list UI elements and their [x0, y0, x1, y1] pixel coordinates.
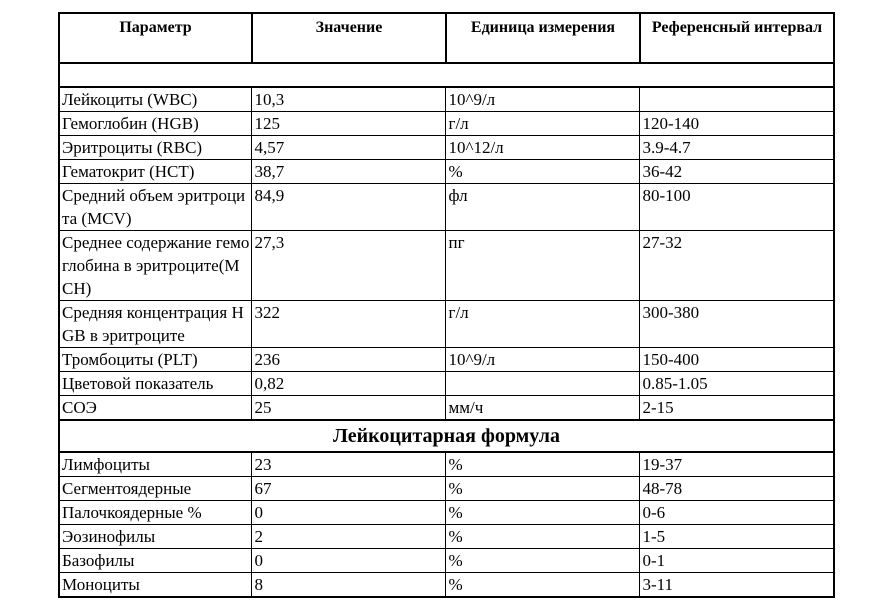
blood-parameter-cell: Средняя концентрация HGB в эритроците	[59, 301, 252, 348]
blood-value-cell: 84,9	[252, 184, 446, 231]
blood-parameter-cell: Гемоглобин (HGB)	[59, 112, 252, 136]
blood-unit-cell: 10^9/л	[446, 87, 640, 112]
blood-row	[59, 396, 834, 421]
formula-reference-cell: 48-78	[640, 477, 834, 501]
blank-separator-cell	[59, 63, 834, 87]
blood-value-cell: 4,57	[252, 136, 446, 160]
blood-unit-cell: фл	[446, 184, 640, 231]
blood-reference-cell: 80-100	[640, 184, 834, 231]
formula-parameter-cell: Сегментоядерные	[59, 477, 252, 501]
formula-value-cell: 67	[252, 477, 446, 501]
formula-unit-cell: %	[446, 525, 640, 549]
blood-parameter-cell: СОЭ	[59, 396, 252, 421]
formula-value-cell: 2	[252, 525, 446, 549]
lab-results-sheet	[58, 12, 835, 598]
blood-parameter-cell: Цветовой показатель	[59, 372, 252, 396]
blood-reference-cell: 2-15	[640, 396, 834, 421]
blood-row	[59, 112, 834, 136]
blood-value-cell: 25	[252, 396, 446, 421]
formula-row	[59, 549, 834, 573]
blood-unit-cell: пг	[446, 231, 640, 301]
blood-unit-cell: 10^9/л	[446, 348, 640, 372]
formula-reference-cell: 0-6	[640, 501, 834, 525]
lab-results-table	[58, 12, 835, 598]
formula-unit-cell: %	[446, 452, 640, 477]
blood-reference-cell: 150-400	[640, 348, 834, 372]
formula-unit-cell: %	[446, 573, 640, 598]
formula-parameter-cell: Эозинофилы	[59, 525, 252, 549]
blood-value-cell: 27,3	[252, 231, 446, 301]
formula-unit-cell: %	[446, 549, 640, 573]
blood-unit-cell: г/л	[446, 301, 640, 348]
blood-value-cell: 125	[252, 112, 446, 136]
blood-unit-cell: 10^12/л	[446, 136, 640, 160]
blood-parameter-cell: Среднее содержание гемоглобина в эритроците(MCH)	[59, 231, 252, 301]
blood-parameter-cell: Гематокрит (HCT)	[59, 160, 252, 184]
blood-parameter-cell: Лейкоциты (WBC)	[59, 87, 252, 112]
blood-unit-cell: %	[446, 160, 640, 184]
header-value: Значение	[252, 13, 446, 63]
formula-value-cell: 8	[252, 573, 446, 598]
blood-row	[59, 348, 834, 372]
formula-row	[59, 501, 834, 525]
header-unit: Единица измерения	[446, 13, 640, 63]
blood-parameter-cell: Тромбоциты (PLT)	[59, 348, 252, 372]
blood-row	[59, 372, 834, 396]
blood-value-cell: 236	[252, 348, 446, 372]
blood-unit-cell: г/л	[446, 112, 640, 136]
formula-parameter-cell: Палочкоядерные %	[59, 501, 252, 525]
formula-parameter-cell: Базофилы	[59, 549, 252, 573]
header-row	[59, 13, 834, 63]
formula-value-cell: 23	[252, 452, 446, 477]
formula-value-cell: 0	[252, 501, 446, 525]
blood-row	[59, 160, 834, 184]
formula-row	[59, 452, 834, 477]
blood-parameter-cell: Средний объем эритроцита (MCV)	[59, 184, 252, 231]
header-reference: Референсный интервал	[640, 13, 834, 63]
blood-reference-cell: 27-32	[640, 231, 834, 301]
formula-unit-cell: %	[446, 477, 640, 501]
blood-unit-cell: мм/ч	[446, 396, 640, 421]
formula-parameter-cell: Лимфоциты	[59, 452, 252, 477]
blood-reference-cell: 36-42	[640, 160, 834, 184]
blood-reference-cell	[640, 87, 834, 112]
blood-value-cell: 322	[252, 301, 446, 348]
formula-reference-cell: 1-5	[640, 525, 834, 549]
blood-value-cell: 0,82	[252, 372, 446, 396]
section-title-row	[59, 420, 834, 452]
formula-reference-cell: 19-37	[640, 452, 834, 477]
blank-separator-row	[59, 63, 834, 87]
formula-reference-cell: 3-11	[640, 573, 834, 598]
formula-value-cell: 0	[252, 549, 446, 573]
formula-reference-cell: 0-1	[640, 549, 834, 573]
formula-row	[59, 477, 834, 501]
blood-row	[59, 231, 834, 301]
blood-reference-cell: 300-380	[640, 301, 834, 348]
blood-unit-cell	[446, 372, 640, 396]
formula-unit-cell: %	[446, 501, 640, 525]
blood-parameter-cell: Эритроциты (RBC)	[59, 136, 252, 160]
blood-reference-cell: 0.85-1.05	[640, 372, 834, 396]
blood-row	[59, 301, 834, 348]
formula-parameter-cell: Моноциты	[59, 573, 252, 598]
blood-value-cell: 10,3	[252, 87, 446, 112]
header-parameter: Параметр	[59, 13, 252, 63]
formula-row	[59, 525, 834, 549]
blood-row	[59, 87, 834, 112]
blood-reference-cell: 3.9-4.7	[640, 136, 834, 160]
blood-row	[59, 184, 834, 231]
blood-value-cell: 38,7	[252, 160, 446, 184]
formula-row	[59, 573, 834, 598]
blood-row	[59, 136, 834, 160]
section-title: Лейкоцитарная формула	[59, 420, 834, 452]
blood-reference-cell: 120-140	[640, 112, 834, 136]
